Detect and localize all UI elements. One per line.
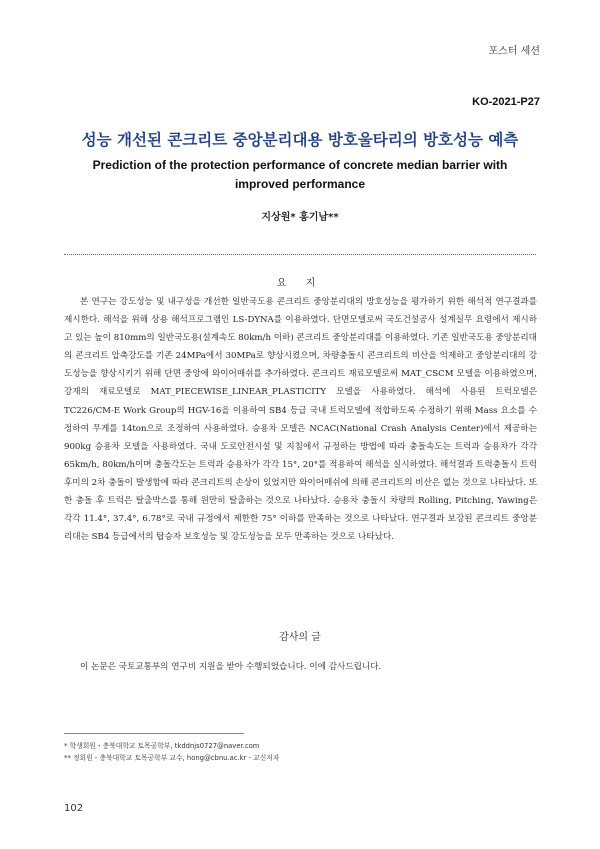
acknowledgement-heading: 감사의 글 (279, 632, 321, 643)
authors: 지상원* 홍기남** (261, 212, 339, 223)
paper-code: KO-2021-P27 (472, 96, 540, 108)
section-label: 포스터 세션 (488, 46, 540, 57)
paper-title-korean: 성능 개선된 콘크리트 중앙분리대용 방호울타리의 방호성능 예측 (81, 131, 519, 149)
paper-title-english: Prediction of the protection performance of concrete median barrier with improved performance (92, 158, 508, 191)
page-number: 102 (64, 803, 84, 814)
dotted-divider (64, 254, 536, 255)
footnote-rule (64, 733, 244, 734)
footnote-1: * 학생회원・충북대학교 토목공학부, tkddnjs0727@naver.com (64, 742, 260, 750)
abstract-body: 본 연구는 강도성능 및 내구성을 개선한 일반국도용 콘크리트 중앙분리대의 방호성능을 평가하기 위한 해석적 연구결과를 제시한다. 해석을 위해 상용 해석프로그램인 LS-DYNA를 이용하였다. 단면모델로써 국도건설공사 설계실무 요령에서 제시하고 있는 높이 810mm의 일반국도용(설계속도 80km/h 이하) 콘크리트 중앙분리대를 이용하였다. 기존 일반국도용 중앙분리대의 콘크리트 압축강도를 기존 24MPa에서 30MPa로 향상시켰으며, 차량충돌시 콘크리트의 비산을 억제하고 중앙분리대의 강도성능을 향상시키기 위해 단면 중앙에 와이어매쉬를 추가하였다. 콘크리트 재료모델로써 MAT_CSCM 모델을 이용하였으며, 강재의 재료모델로 MAT_PIECEWISE_LINEAR_PLASTICITY 모델을 사용하였다. 해석에 사용된 트럭모델은 TC226/CM-E Work Group의 HGV-16을 이용하여 SB4 등급 국내 트럭모델에 적합하도록 수정하기 위해 Mass 요소를 수정하여 무게를 14ton으로 조정하여 사용하였다. 승용차 모델은 NCAC(National Crash Analysis Center)에서 제공하는 900kg 승용차 모델을 사용하였다. 국내 도로안전시설 및 지침에서 규정하는 방법에 따라 충돌속도는 트럭과 승용차가 각각 65km/h, 80km/h이며 충돌각도는 트럭과 승용차가 각각 15°, 20°를 적용하여 해석을 실시하였다. 해석결과 트럭충돌시 트럭 후미의 2차 충돌이 발생함에 따라 콘크리트의 손상이 있었지만 와이어매쉬에 의해 콘크리트의 비산은 없는 것으로 나타났다. 또한 충돌 후 트럭은 탈출박스를 통해 원만히 탈출하는 것으로 나타났다. 승용차 충돌시 차량의 Rolling, Pitching, Yawing은 각각 11.4°, 37.4°, 6.78°로 국내 규정에서 제한한 75° 이하를 만족하는 것으로 나타났다. 연구결과 보강된 콘크리트 중앙분리대는 SB4 등급에서의 탑승자 보호성능 및 강도성능을 모두 만족하는 것으로 나타났다. (64, 297, 537, 543)
acknowledgement-body: 이 논문은 국토교통부의 연구비 지원을 받아 수행되었습니다. 이에 감사드립니다. (80, 662, 382, 672)
abstract-heading: 요 지 (276, 278, 324, 289)
footnote-2: ** 정회원・충북대학교 토목공학부 교수, hong@cbnu.ac.kr - 교신저자 (64, 754, 280, 762)
